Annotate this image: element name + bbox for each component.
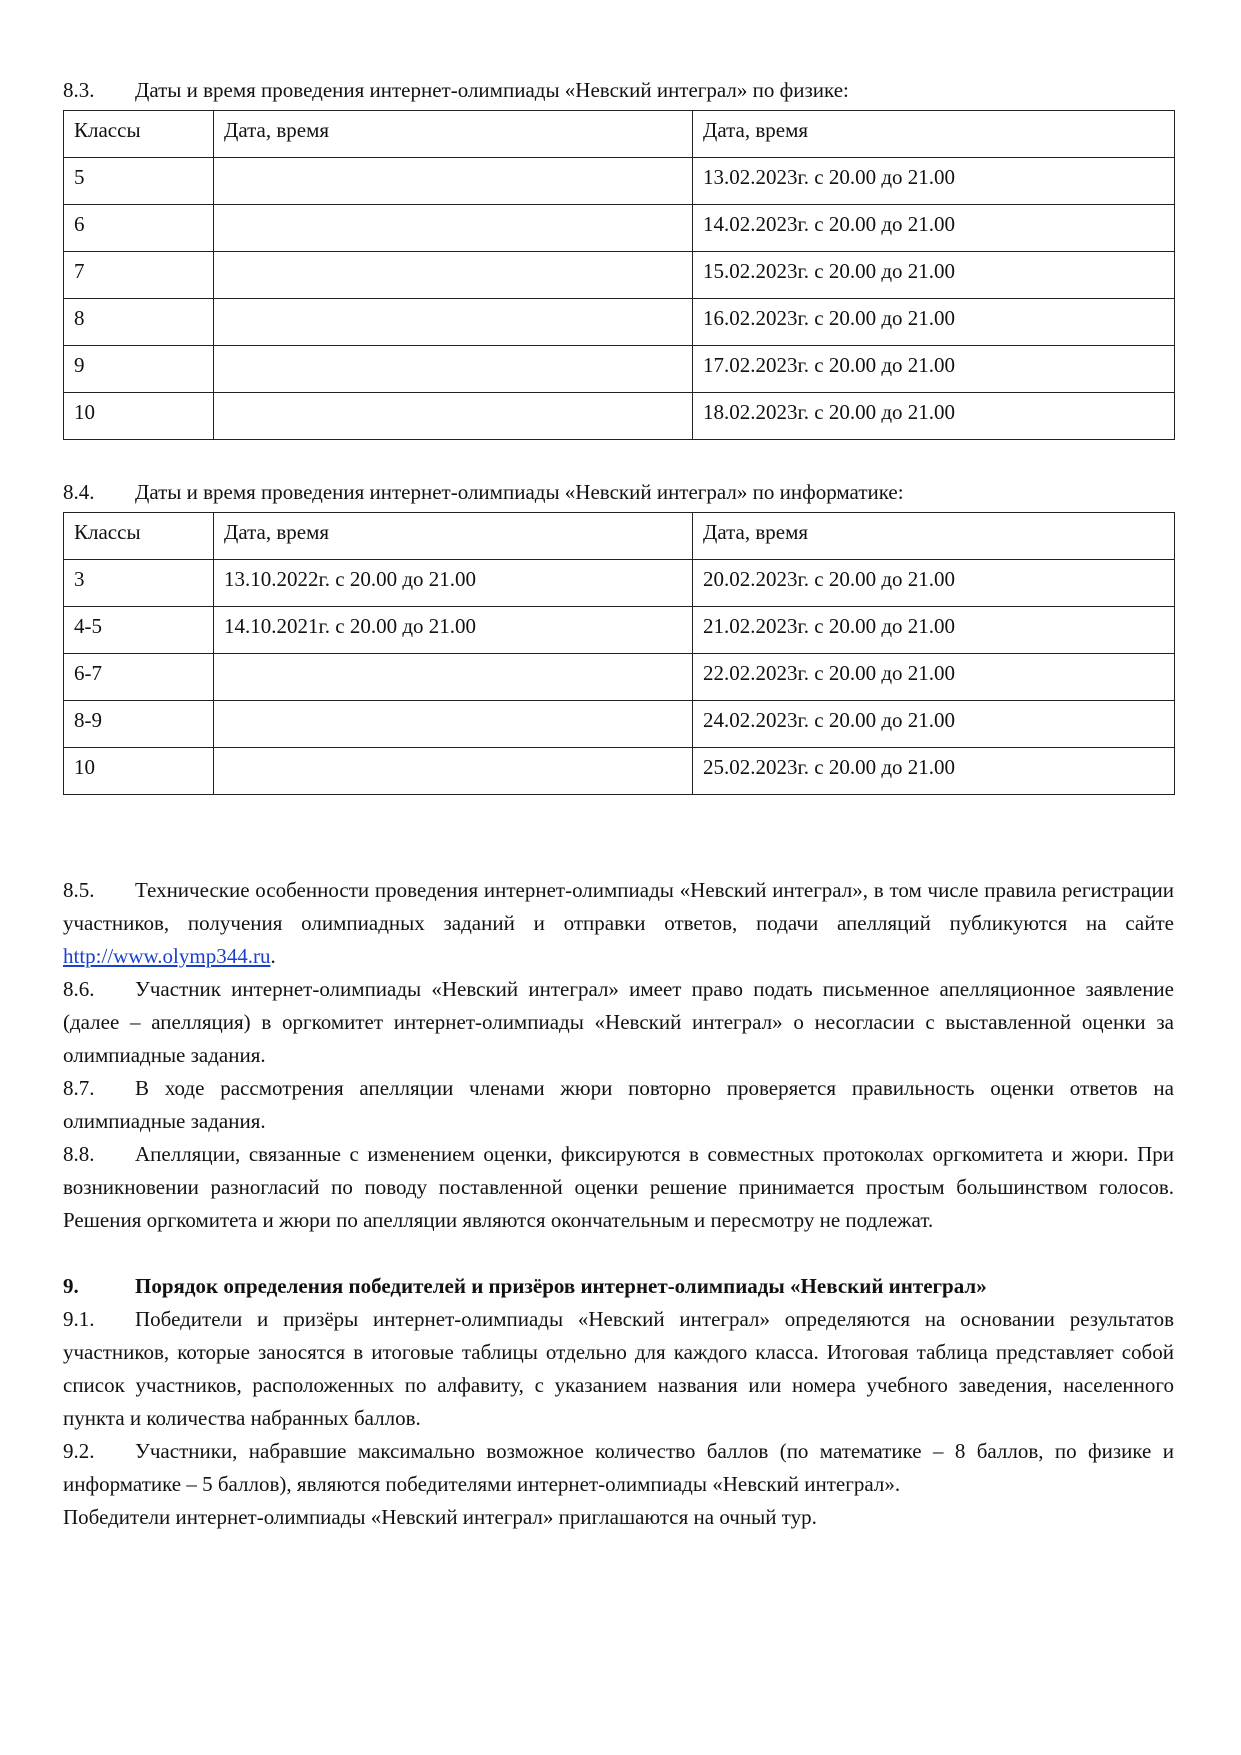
header-cell: Классы [64, 111, 214, 158]
date-cell: 21.02.2023г. с 20.00 до 21.00 [693, 607, 1175, 654]
table-row [64, 393, 1175, 440]
paragraph-8-5 [63, 874, 1174, 973]
paragraph-final: Победители интернет-олимпиады «Невский интеграл» приглашаются на очный тур. [63, 1505, 817, 1529]
paragraph-9-2 [63, 1435, 1174, 1501]
date-cell: 13.02.2023г. с 20.00 до 21.00 [693, 158, 1175, 205]
class-cell: 10 [64, 393, 214, 440]
paragraph-text: В ходе рассмотрения апелляции членами жюри повторно проверяется правильность оценки ответов на олимпиадные задания. [63, 1076, 1174, 1133]
header-cell: Дата, время [214, 111, 693, 158]
date-cell [214, 205, 693, 252]
header-cell: Дата, время [693, 513, 1175, 560]
date-cell: 24.02.2023г. с 20.00 до 21.00 [693, 701, 1175, 748]
table-row [64, 252, 1175, 299]
date-cell: 14.10.2021г. с 20.00 до 21.00 [214, 607, 693, 654]
section-title: Даты и время проведения интернет-олимпиады «Невский интеграл» по физике: [135, 78, 849, 102]
table-row [64, 205, 1175, 252]
class-cell: 9 [64, 346, 214, 393]
date-cell: 13.10.2022г. с 20.00 до 21.00 [214, 560, 693, 607]
paragraph-end: . [270, 944, 276, 968]
date-cell [214, 393, 693, 440]
table-row [64, 701, 1175, 748]
class-cell: 3 [64, 560, 214, 607]
date-cell: 17.02.2023г. с 20.00 до 21.00 [693, 346, 1175, 393]
class-cell: 6-7 [64, 654, 214, 701]
header-cell: Дата, время [693, 111, 1175, 158]
paragraph-number: 9.2. [63, 1439, 95, 1463]
paragraph-text: Участники, набравшие максимально возможное количество баллов (по математике – 8 баллов, по физике и информатике – 5 баллов), являются победителями интернет-олимпиады «Невский интеграл». [63, 1439, 1174, 1496]
date-cell [214, 158, 693, 205]
informatics-dates-table [63, 512, 1175, 795]
paragraph-8-8 [63, 1138, 1174, 1237]
section-8-3-heading [63, 74, 1174, 107]
date-cell: 18.02.2023г. с 20.00 до 21.00 [693, 393, 1175, 440]
class-cell: 5 [64, 158, 214, 205]
paragraph-text: Участник интернет-олимпиады «Невский интеграл» имеет право подать письменное апелляционное заявление (далее – апелляция) в оргкомитет интернет-олимпиады «Невский интеграл» о несогласии с выставленной оценки за олимпиадные задания. [63, 977, 1174, 1067]
table-row [64, 346, 1175, 393]
section-9-heading [63, 1270, 1174, 1303]
date-cell: 20.02.2023г. с 20.00 до 21.00 [693, 560, 1175, 607]
paragraph-number: 8.8. [63, 1142, 95, 1166]
section-8-4-heading [63, 476, 1174, 509]
table-row [64, 607, 1175, 654]
section-number: 9. [63, 1274, 79, 1298]
header-cell: Дата, время [214, 513, 693, 560]
table-header-row [64, 111, 1175, 158]
paragraph-text: Победители и призёры интернет-олимпиады «Невский интеграл» определяются на основании результатов участников, которые заносятся в итоговые таблицы отдельно для каждого класса. Итоговая таблица представляет собой список участников, расположенных по алфавиту, с указанием названия или номера учебного заведения, населенного пункта и количества набранных баллов. [63, 1307, 1174, 1430]
section-number: 8.3. [63, 78, 95, 102]
paragraph-text: Технические особенности проведения интернет-олимпиады «Невский интеграл», в том числе правила регистрации участников, получения олимпиадных заданий и отправки ответов, подачи апелляций публикуются на сайте [63, 878, 1174, 935]
document-content [63, 74, 1174, 1534]
table-row [64, 748, 1175, 795]
table-row [64, 158, 1175, 205]
physics-dates-table [63, 110, 1175, 440]
date-cell [214, 748, 693, 795]
date-cell: 15.02.2023г. с 20.00 до 21.00 [693, 252, 1175, 299]
date-cell [214, 346, 693, 393]
paragraph-number: 8.6. [63, 977, 95, 1001]
paragraph-number: 8.5. [63, 878, 95, 902]
section-number: 8.4. [63, 480, 95, 504]
paragraph-text: Апелляции, связанные с изменением оценки, фиксируются в совместных протоколах оргкомитета и жюри. При возникновении разногласий по поводу поставленной оценки решение принимается простым большинством голосов. Решения оргкомитета и жюри по апелляции являются окончательным и пересмотру не подлежат. [63, 1142, 1174, 1232]
table-row [64, 299, 1175, 346]
date-cell: 25.02.2023г. с 20.00 до 21.00 [693, 748, 1175, 795]
olympiad-website-link[interactable]: http://www.olymp344.ru [63, 944, 271, 968]
date-cell [214, 701, 693, 748]
table-header-row [64, 513, 1175, 560]
date-cell [214, 252, 693, 299]
class-cell: 8 [64, 299, 214, 346]
class-cell: 7 [64, 252, 214, 299]
paragraph-9-1 [63, 1303, 1174, 1435]
date-cell: 22.02.2023г. с 20.00 до 21.00 [693, 654, 1175, 701]
header-cell: Классы [64, 513, 214, 560]
table-row [64, 654, 1175, 701]
paragraph-8-6 [63, 973, 1174, 1072]
date-cell: 16.02.2023г. с 20.00 до 21.00 [693, 299, 1175, 346]
section-title: Порядок определения победителей и призёров интернет-олимпиады «Невский интеграл» [135, 1274, 987, 1298]
class-cell: 4-5 [64, 607, 214, 654]
paragraph-number: 9.1. [63, 1307, 95, 1331]
class-cell: 10 [64, 748, 214, 795]
paragraph-number: 8.7. [63, 1076, 95, 1100]
table-row [64, 560, 1175, 607]
date-cell [214, 654, 693, 701]
date-cell [214, 299, 693, 346]
paragraph-8-7 [63, 1072, 1174, 1138]
section-title: Даты и время проведения интернет-олимпиады «Невский интеграл» по информатике: [135, 480, 904, 504]
class-cell: 6 [64, 205, 214, 252]
date-cell: 14.02.2023г. с 20.00 до 21.00 [693, 205, 1175, 252]
class-cell: 8-9 [64, 701, 214, 748]
